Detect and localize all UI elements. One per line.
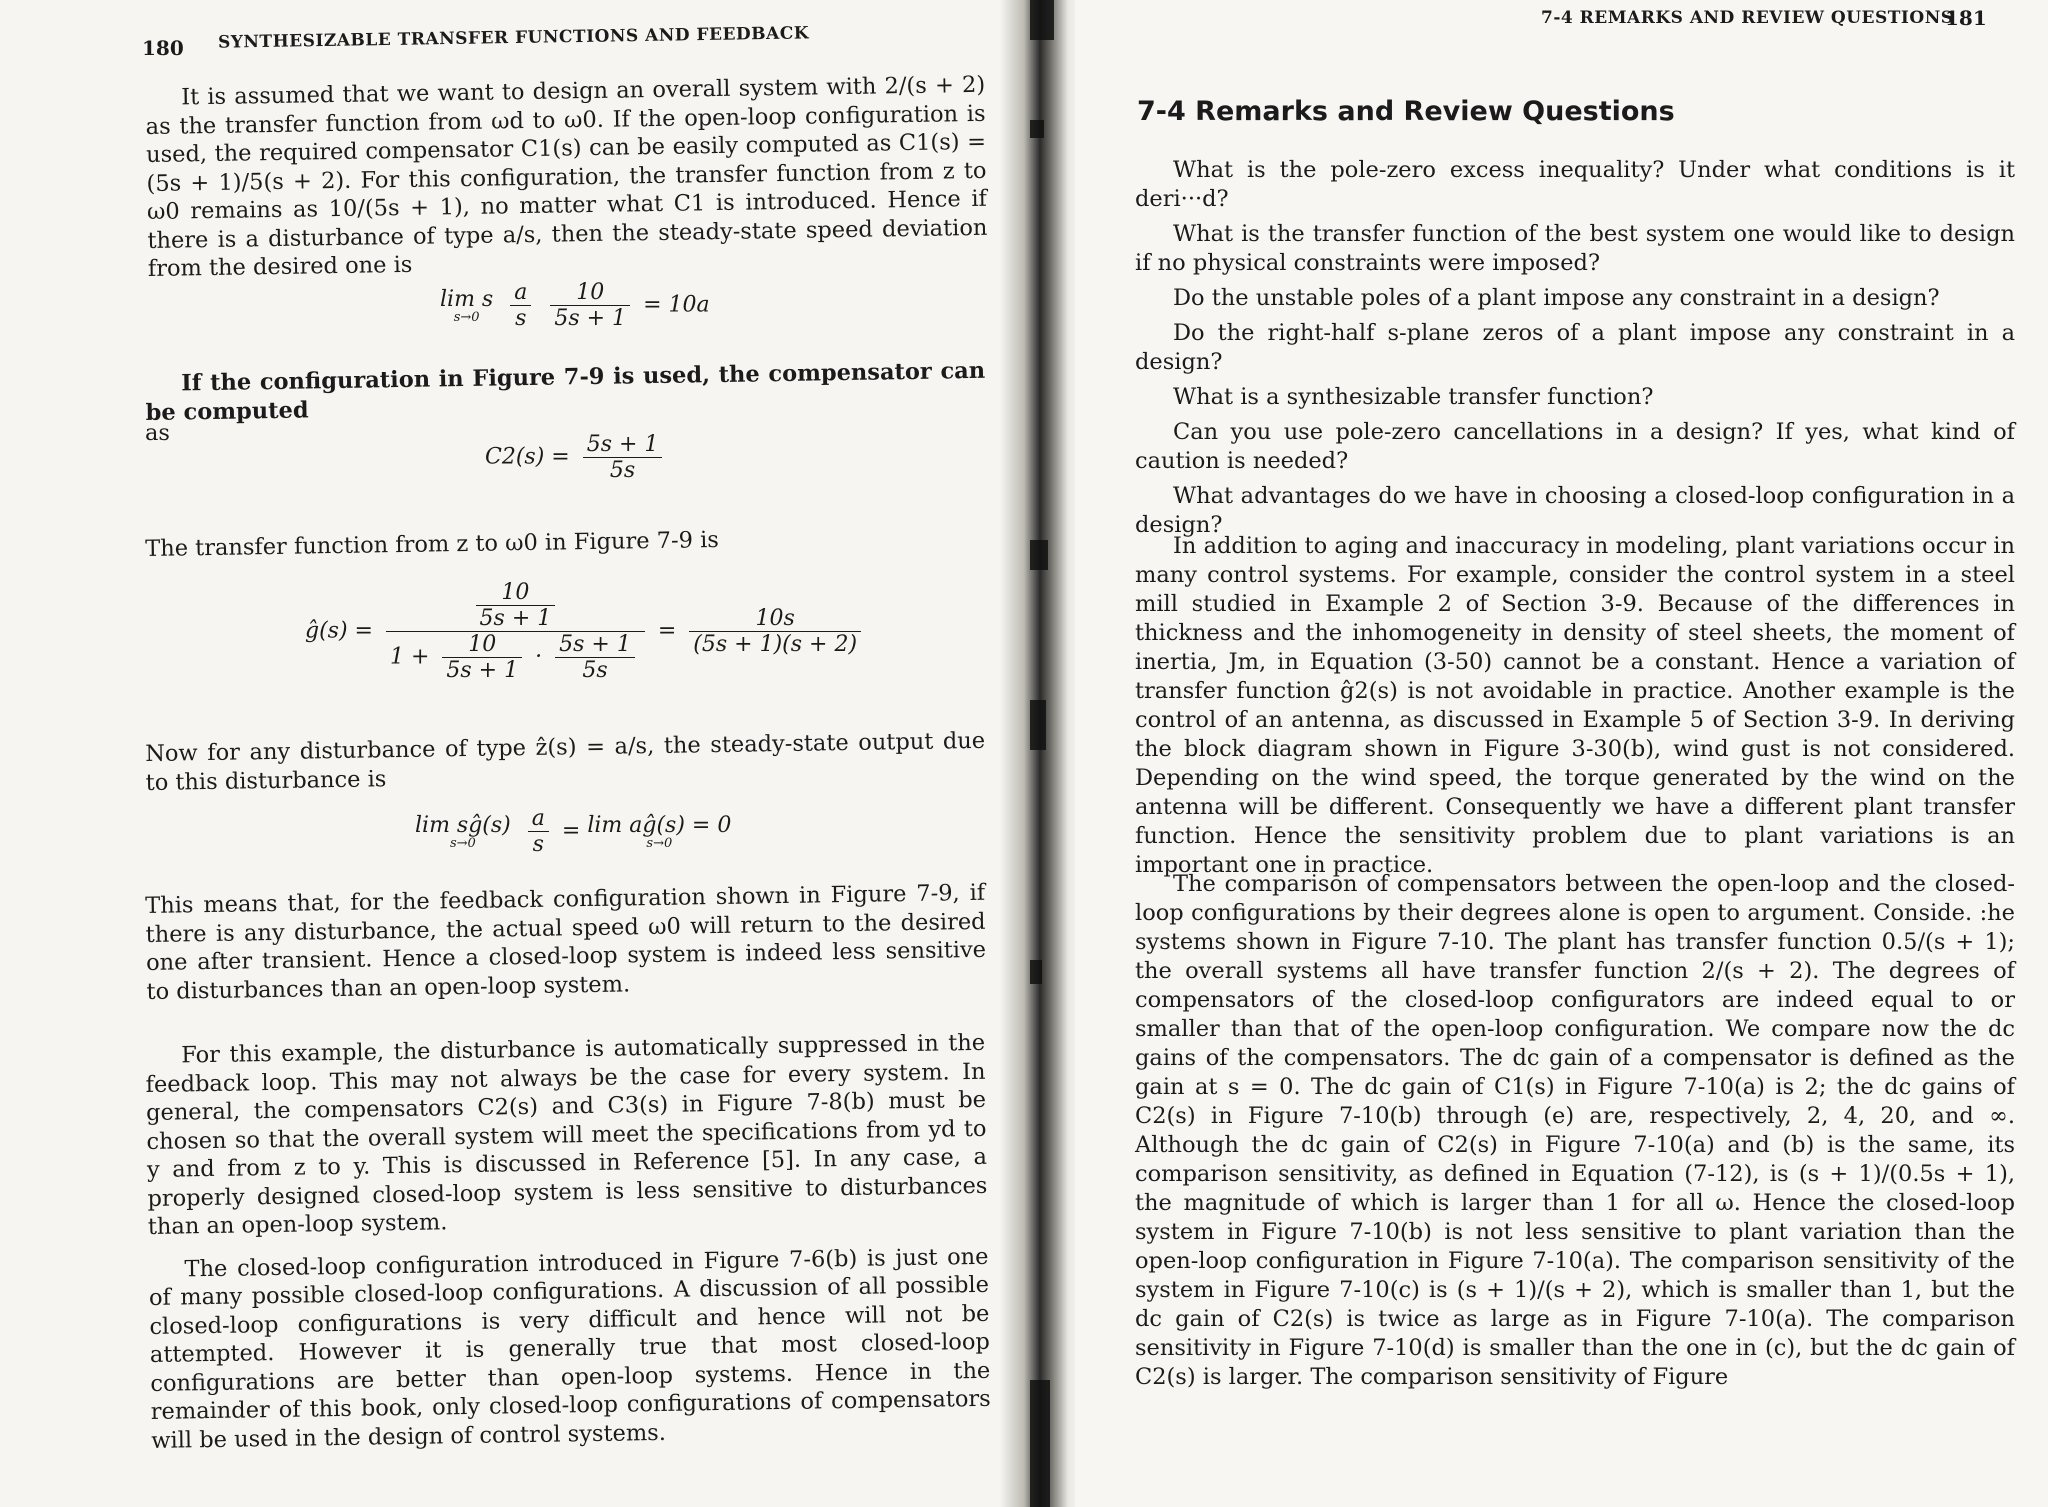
scan-artifact (1030, 0, 1054, 40)
right-page-number: 181 (1945, 6, 1987, 30)
equation-transfer-z-to-w0: ĝ(s) = $\frac{10}{5s + 1}$ 1 + $\frac{10}{5s + 1}$ · $\frac{5s + 1}{5s}$ = $\frac{10s}{(5s + 1)(s + 2)}$ (305, 580, 867, 683)
scan-artifact (1030, 120, 1044, 138)
right-running-head: 7-4 REMARKS AND REVIEW QUESTIONS (1541, 8, 1954, 28)
review-question: Can you use pole-zero cancellations in a design? If yes, what kind of caution is needed? (1135, 419, 2015, 474)
review-questions (1135, 156, 2015, 546)
left-page-number: 180 (142, 36, 184, 60)
left-running-head: SYNTHESIZABLE TRANSFER FUNCTIONS AND FEEDBACK (217, 23, 810, 53)
left-paragraph-6: For this example, the disturbance is automatically suppressed in the feedback loop. This may not always be the case for every system. In general, the compensators C2(s) and C3(s) in Figure 7-8(b) must be chosen so that the overall system will meet the specifications from yd to y and from z to y. This is discussed in Reference [5]. In any case, a properly designed closed-loop system is less sensitive to disturbances than an open-loop system. The closed-loop configuration introduced in Figure 7-6(b) is just one of many possible closed-loop configurations. A discussion of all possible closed-loop configurations is very difficult and hence will not be attempted. However it is generally true that most closed-loop configurations are better than open-loop systems. Hence in the remainder of this book, only closed-loop configurations of compensators will be used in the design of control systems. (145, 1029, 991, 1454)
scan-artifact (1030, 1380, 1050, 1507)
comparison-paragraph: The comparison of compensators between the open-loop and the closed-loop configurations by their degrees alone is open to argument. Conside. :he systems shown in Figure 7-10. The plant has transfer function 0.5/(s + 1); the overall systems all have transfer function 2/(s + 2). The degrees of compensators of the closed-loop configurators are indeed equal to or smaller than that of the open-loop configuration. We compare now the dc gains of the compensators. The dc gain of a compensator is defined as the gain at s = 0. The dc gain of C1(s) in Figure 7-10(a) is 2; the dc gains of C2(s) in Figure 7-10(b) through (e) are, respectively, 2, 4, 20, and ∞. Although the dc gain of C2(s) in Figure 7-10(a) and (b) is the same, its comparison sensitivity, as defined in Equation (7-12), is (s + 1)/(0.5s + 1), the magnitude of which is larger than 1 for all ω. Hence the closed-loop system in Figure 7-10(b) is not less sensitive to plant variation than the open-loop configuration in Figure 7-10(a). The comparison sensitivity of the system in Figure 7-10(c) is (s + 1)/(s + 2), which is smaller than 1, but the dc gain of C2(s) is twice as large as in Figure 7-10(a). The comparison sensitivity in Figure 7-10(d) is smaller than the one in (c), but the dc gain of C2(s) is larger. The comparison sensitivity of Figure (1135, 871, 2015, 1390)
review-question: What is a synthesizable transfer function? (1173, 384, 1654, 410)
left-paragraph-5: This means that, for the feedback configuration shown in Figure 7-9, if there is any disturbance, the actual speed ω0 will return to the desired one after transient. Hence a closed-loop system is indeed less sensitive to disturbances than an open-loop system. (145, 879, 987, 1005)
review-question: What is the pole-zero excess inequality? Under what conditions is it deri···d? (1135, 157, 2015, 212)
left-paragraph-1 (145, 71, 988, 298)
left-paragraph-3: The transfer function from z to ω0 in Figure 7-9 is (145, 526, 720, 562)
scan-artifact (1030, 700, 1046, 750)
plant-variation-paragraph: In addition to aging and inaccuracy in modeling, plant variations occur in many control systems. For example, consider the control system in a steel mill studied in Example 2 of Section 3-9. Because of the differences in thickness and the inhomogeneity in density of steel sheets, the moment of inertia, Jm, in Equation (3-50) cannot be a constant. Hence a variation of transfer function ĝ2(s) is not avoidable in practice. Another example is the control of an antenna, as discussed in Example 5 of Section 3-9. In deriving the block diagram shown in Figure 3-30(b), wind gust is not considered. Depending on the wind speed, the torque generated by the wind on the antenna will be different. Consequently we have a different plant transfer function. Hence the sensitivity problem due to plant variations is an important one in practice. (1135, 533, 2015, 878)
equation-steady-state-closed-loop: lim sĝ(s) s→0 $\frac{a}{s}$ = lim aĝ(s) = 0 s→0 (415, 806, 732, 857)
left-paragraph-2: If the configuration in Figure 7-9 is used, the compensator can be computed (145, 357, 986, 426)
left-paragraph-4: Now for any disturbance of type ẑ(s) = a/s, the steady-state output due to this disturbance is (145, 727, 986, 796)
review-question: Do the right-half s-plane zeros of a plant impose any constraint in a design? (1135, 320, 2015, 375)
scan-artifact (1030, 540, 1048, 570)
equation-compensator-c2: C2(s) = $\frac{5s + 1}{5s}$ (485, 432, 668, 483)
review-question: What advantages do we have in choosing a closed-loop configuration in a design? (1135, 483, 2015, 538)
section-title: 7-4 Remarks and Review Questions (1137, 96, 1675, 127)
review-question: What is the transfer function of the best system one would like to design if no physical constraints were imposed? (1135, 221, 2015, 276)
left-paragraph-2-as: as (145, 420, 170, 446)
paragraph-text: It is assumed that we want to design an overall system with 2/(s + 2) as the transfer function from ωd to ω0. If the open-loop configuration is used, the required compensator C1(s) can be easily computed as C1(s) = (5s + 1)/5(s + 2). For this configuration, the transfer function from z to ω0 remains as 10/(5s + 1), no matter what C1 is introduced. Hence if there is a disturbance of type a/s, then the steady-state speed deviation from the desired one is (145, 71, 988, 282)
equation-steady-state-open-loop: lim s s→0 $\frac{a}{s}$ $\frac{10}{5s + 1}$ = 10a (440, 280, 710, 331)
right-page (1075, 0, 2048, 1507)
book-gutter (1000, 0, 1080, 1507)
review-question: Do the unstable poles of a plant impose any constraint in a design? (1173, 285, 1940, 311)
scan-artifact (1030, 960, 1042, 984)
